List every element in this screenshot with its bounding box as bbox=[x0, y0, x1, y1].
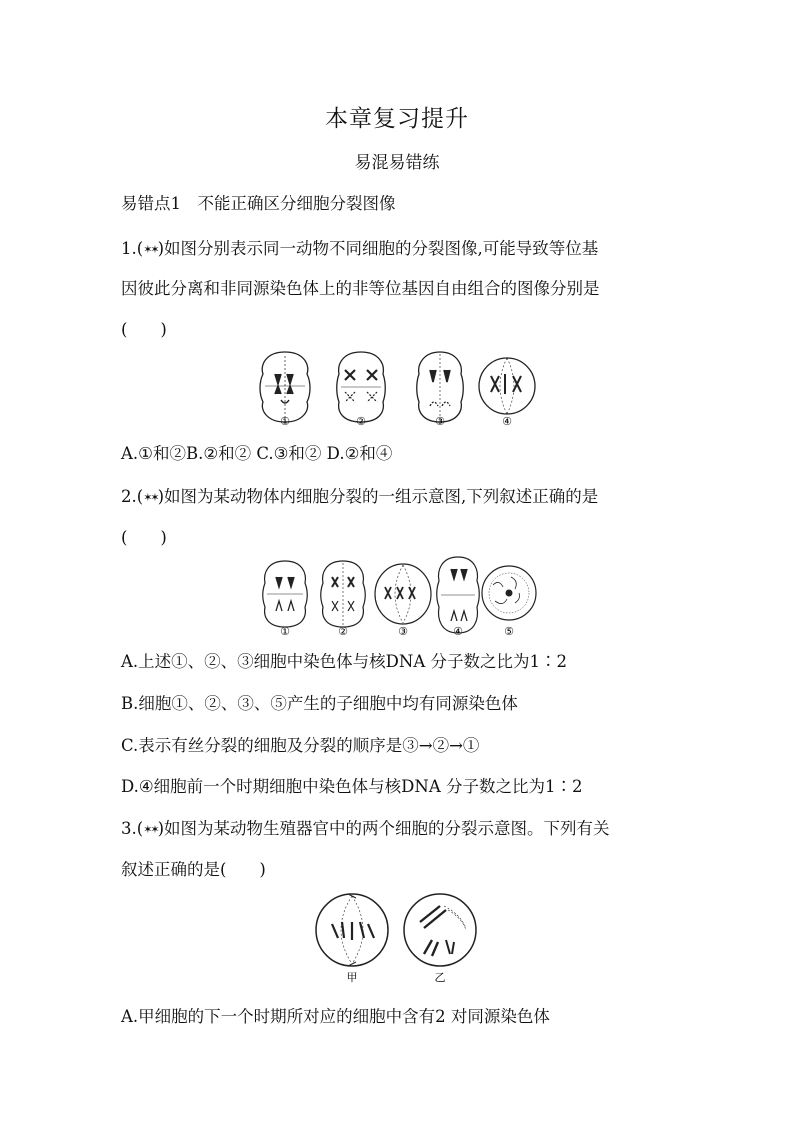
figure-label-4: ④ bbox=[502, 415, 512, 428]
difficulty-star-icon: ✶✶ bbox=[143, 823, 158, 836]
q2-stem: 2.(✶✶)如图为某动物体内细胞分裂的一组示意图,下列叙述正确的是 bbox=[121, 487, 599, 506]
q3-option-a: A.甲细胞的下一个时期所对应的细胞中含有2 对同源染色体 bbox=[121, 1007, 550, 1026]
figure-label-2: ② bbox=[356, 415, 366, 428]
cell-diagram-5 bbox=[482, 566, 536, 620]
page-title: 本章复习提升 bbox=[325, 106, 469, 132]
q2-answer-paren: ( ) bbox=[121, 528, 167, 547]
q2-option-c: C.表示有丝分裂的细胞及分裂的顺序是③→②→① bbox=[121, 736, 480, 755]
error-point-heading: 易错点1 不能正确区分细胞分裂图像 bbox=[121, 194, 396, 213]
q2-option-a: A.上述①、②、③细胞中染色体与核DNA 分子数之比为1∶2 bbox=[121, 652, 567, 671]
q2-figure bbox=[258, 555, 540, 637]
q2-option-d: D.④细胞前一个时期细胞中染色体与核DNA 分子数之比为1∶2 bbox=[121, 777, 583, 796]
q1-stem-line2: 因彼此分离和非同源染色体上的非等位基因自由组合的图像分别是 bbox=[121, 279, 600, 298]
figure-label-4: ④ bbox=[453, 625, 463, 638]
cell-diagram-1 bbox=[260, 352, 310, 422]
q1-options: A.①和②B.②和② C.③和② D.②和④ bbox=[121, 444, 393, 463]
cell-diagram-1 bbox=[263, 561, 308, 627]
q3-stem-line1: 3.(✶✶)如图为某动物生殖器官中的两个细胞的分裂示意图。下列有关 bbox=[121, 819, 610, 838]
figure-label-1: ① bbox=[280, 415, 290, 428]
cell-diagram-4 bbox=[479, 358, 535, 414]
figure-label-5: ⑤ bbox=[504, 625, 514, 638]
q3-stem-line2: 叙述正确的是( ) bbox=[121, 860, 266, 879]
figure-label-3: ③ bbox=[435, 415, 445, 428]
difficulty-star-icon: ✶✶ bbox=[143, 243, 158, 256]
cell-diagram-yi bbox=[404, 894, 476, 966]
q1-figure bbox=[255, 348, 545, 428]
cell-diagram-2 bbox=[337, 352, 386, 422]
cell-diagram-2 bbox=[321, 561, 366, 627]
figure-label-2: ② bbox=[338, 625, 348, 638]
cell-diagram-3 bbox=[417, 352, 464, 422]
section-subtitle: 易混易错练 bbox=[354, 153, 440, 173]
cell-diagram-3 bbox=[375, 564, 431, 624]
figure-label-yi: 乙 bbox=[434, 971, 446, 984]
q1-stem-line1: 1.(✶✶)如图分别表示同一动物不同细胞的分裂图像,可能导致等位基 bbox=[121, 239, 599, 258]
figure-label-jia: 甲 bbox=[346, 971, 358, 984]
difficulty-star-icon: ✶✶ bbox=[143, 491, 158, 504]
q3-figure bbox=[312, 892, 482, 984]
cell-diagram-4 bbox=[437, 557, 480, 633]
figure-label-3: ③ bbox=[398, 625, 408, 638]
figure-label-1: ① bbox=[280, 625, 290, 638]
q2-option-b: B.细胞①、②、③、⑤产生的子细胞中均有同源染色体 bbox=[121, 694, 518, 713]
cell-diagram-jia bbox=[316, 894, 388, 966]
q1-answer-paren: ( ) bbox=[121, 320, 167, 339]
